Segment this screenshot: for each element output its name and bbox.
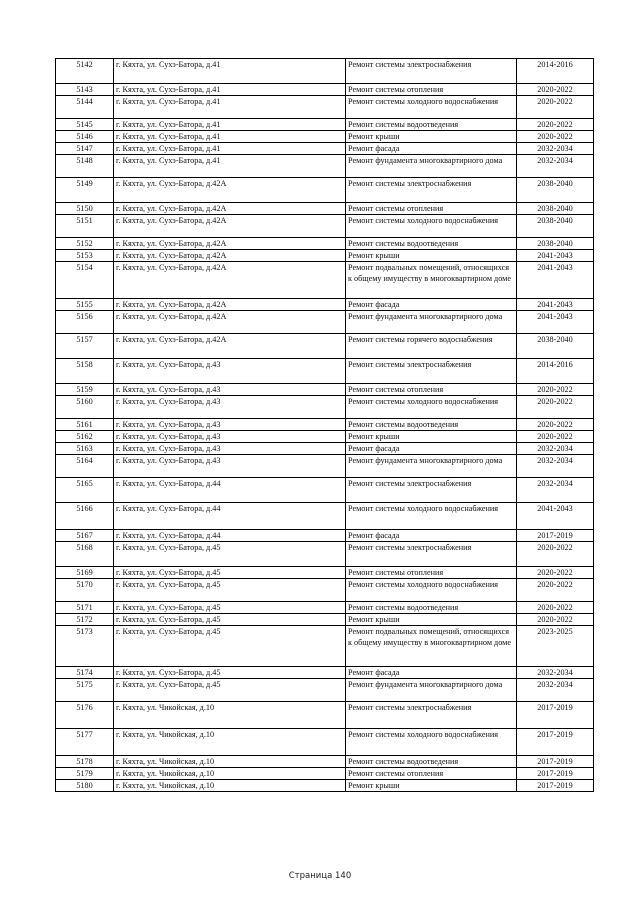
row-number: 5152: [56, 238, 114, 250]
row-work-type: Ремонт крыши: [346, 250, 517, 262]
row-number: 5166: [56, 503, 114, 530]
row-period: 2017-2019: [517, 768, 594, 780]
row-address: г. Кяхта, ул. Сухэ-Батора, д.45: [114, 567, 346, 579]
row-number: 5147: [56, 143, 114, 155]
row-period: 2041-2043: [517, 250, 594, 262]
table-row: [56, 478, 594, 503]
row-number: 5144: [56, 96, 114, 119]
row-number: 5145: [56, 119, 114, 131]
table-row: [56, 96, 594, 119]
row-period: 2017-2019: [517, 702, 594, 729]
row-work-type: Ремонт крыши: [346, 614, 517, 626]
row-address: г. Кяхта, ул. Сухэ-Батора, д.42А: [114, 178, 346, 203]
row-period: 2038-2040: [517, 334, 594, 359]
table-row: [56, 431, 594, 443]
row-work-type: Ремонт системы водоотведения: [346, 119, 517, 131]
row-number: 5179: [56, 768, 114, 780]
row-work-type: Ремонт системы отопления: [346, 567, 517, 579]
row-work-type: Ремонт системы электроснабжения: [346, 702, 517, 729]
table-body: [56, 59, 594, 792]
row-period: 2032-2034: [517, 478, 594, 503]
row-work-type: Ремонт крыши: [346, 780, 517, 792]
row-period: 2020-2022: [517, 614, 594, 626]
table-row: [56, 530, 594, 542]
row-period: 2017-2019: [517, 729, 594, 756]
row-work-type: Ремонт крыши: [346, 131, 517, 143]
row-address: г. Кяхта, ул. Сухэ-Батора, д.43: [114, 419, 346, 431]
table-row: [56, 215, 594, 238]
row-period: 2014-2016: [517, 359, 594, 384]
row-period: 2020-2022: [517, 431, 594, 443]
row-period: 2023-2025: [517, 626, 594, 667]
table-row: [56, 299, 594, 311]
row-address: г. Кяхта, ул. Сухэ-Батора, д.45: [114, 626, 346, 667]
row-address: г. Кяхта, ул. Сухэ-Батора, д.43: [114, 396, 346, 419]
row-number: 5159: [56, 384, 114, 396]
row-address: г. Кяхта, ул. Чикойская, д.10: [114, 756, 346, 768]
row-period: 2038-2040: [517, 238, 594, 250]
row-number: 5170: [56, 579, 114, 602]
row-work-type: Ремонт фасада: [346, 667, 517, 679]
row-number: 5173: [56, 626, 114, 667]
row-period: 2032-2034: [517, 143, 594, 155]
row-number: 5156: [56, 311, 114, 334]
row-work-type: Ремонт фундамента многоквартирного дома: [346, 155, 517, 178]
row-address: г. Кяхта, ул. Сухэ-Батора, д.44: [114, 530, 346, 542]
row-number: 5153: [56, 250, 114, 262]
row-number: 5171: [56, 602, 114, 614]
row-period: 2032-2034: [517, 679, 594, 702]
table-row: [56, 396, 594, 419]
table-row: [56, 579, 594, 602]
table-row: [56, 311, 594, 334]
table-row: [56, 238, 594, 250]
row-address: г. Кяхта, ул. Сухэ-Батора, д.43: [114, 359, 346, 384]
row-address: г. Кяхта, ул. Чикойская, д.10: [114, 768, 346, 780]
row-number: 5161: [56, 419, 114, 431]
row-number: 5162: [56, 431, 114, 443]
row-work-type: Ремонт фундамента многоквартирного дома: [346, 311, 517, 334]
row-number: 5167: [56, 530, 114, 542]
table-row: [56, 384, 594, 396]
row-work-type: Ремонт системы водоотведения: [346, 238, 517, 250]
row-address: г. Кяхта, ул. Сухэ-Батора, д.41: [114, 59, 346, 84]
row-period: 2020-2022: [517, 84, 594, 96]
row-address: г. Кяхта, ул. Сухэ-Батора, д.43: [114, 431, 346, 443]
table-row: [56, 84, 594, 96]
row-period: 2020-2022: [517, 96, 594, 119]
row-address: г. Кяхта, ул. Сухэ-Батора, д.41: [114, 155, 346, 178]
row-period: 2038-2040: [517, 203, 594, 215]
row-work-type: Ремонт крыши: [346, 431, 517, 443]
row-period: 2020-2022: [517, 396, 594, 419]
row-period: 2017-2019: [517, 780, 594, 792]
row-period: 2020-2022: [517, 131, 594, 143]
row-period: 2020-2022: [517, 419, 594, 431]
row-work-type: Ремонт фундамента многоквартирного дома: [346, 455, 517, 478]
row-address: г. Кяхта, ул. Сухэ-Батора, д.44: [114, 503, 346, 530]
table-row: [56, 567, 594, 579]
row-period: 2041-2043: [517, 311, 594, 334]
row-address: г. Кяхта, ул. Сухэ-Батора, д.42А: [114, 299, 346, 311]
row-address: г. Кяхта, ул. Сухэ-Батора, д.42А: [114, 238, 346, 250]
page-number: Страница 140: [288, 871, 352, 881]
row-address: г. Кяхта, ул. Сухэ-Батора, д.45: [114, 614, 346, 626]
row-number: 5180: [56, 780, 114, 792]
row-period: 2020-2022: [517, 542, 594, 567]
table-row: [56, 602, 594, 614]
row-work-type: Ремонт системы горячего водоснабжения: [346, 334, 517, 359]
table-row: [56, 679, 594, 702]
table-row: [56, 178, 594, 203]
row-number: 5148: [56, 155, 114, 178]
table-row: [56, 702, 594, 729]
row-number: 5168: [56, 542, 114, 567]
table-row: [56, 359, 594, 384]
row-address: г. Кяхта, ул. Сухэ-Батора, д.45: [114, 542, 346, 567]
row-period: 2038-2040: [517, 215, 594, 238]
row-work-type: Ремонт системы холодного водоснабжения: [346, 503, 517, 530]
row-work-type: Ремонт системы отопления: [346, 768, 517, 780]
row-address: г. Кяхта, ул. Сухэ-Батора, д.43: [114, 455, 346, 478]
table-row: [56, 455, 594, 478]
row-address: г. Кяхта, ул. Сухэ-Батора, д.42А: [114, 334, 346, 359]
row-number: 5158: [56, 359, 114, 384]
row-period: 2017-2019: [517, 530, 594, 542]
table-row: [56, 262, 594, 299]
table-row: [56, 626, 594, 667]
row-number: 5176: [56, 702, 114, 729]
row-work-type: Ремонт системы водоотведения: [346, 419, 517, 431]
table-row: [56, 203, 594, 215]
table-row: [56, 334, 594, 359]
row-work-type: Ремонт системы отопления: [346, 203, 517, 215]
table-row: [56, 768, 594, 780]
row-address: г. Кяхта, ул. Сухэ-Батора, д.42А: [114, 215, 346, 238]
row-work-type: Ремонт фундамента многоквартирного дома: [346, 679, 517, 702]
row-work-type: Ремонт системы электроснабжения: [346, 542, 517, 567]
row-number: 5178: [56, 756, 114, 768]
table-row: [56, 419, 594, 431]
row-address: г. Кяхта, ул. Сухэ-Батора, д.45: [114, 602, 346, 614]
row-number: 5157: [56, 334, 114, 359]
row-period: 2032-2034: [517, 155, 594, 178]
row-work-type: Ремонт системы отопления: [346, 384, 517, 396]
row-number: 5149: [56, 178, 114, 203]
row-address: г. Кяхта, ул. Сухэ-Батора, д.41: [114, 143, 346, 155]
row-period: 2020-2022: [517, 579, 594, 602]
row-number: 5172: [56, 614, 114, 626]
table-row: [56, 756, 594, 768]
row-work-type: Ремонт системы холодного водоснабжения: [346, 396, 517, 419]
row-address: г. Кяхта, ул. Сухэ-Батора, д.41: [114, 96, 346, 119]
row-number: 5177: [56, 729, 114, 756]
row-address: г. Кяхта, ул. Сухэ-Батора, д.42А: [114, 262, 346, 299]
table-row: [56, 131, 594, 143]
row-number: 5150: [56, 203, 114, 215]
row-period: 2038-2040: [517, 178, 594, 203]
row-period: 2041-2043: [517, 299, 594, 311]
row-number: 5163: [56, 443, 114, 455]
row-address: г. Кяхта, ул. Сухэ-Батора, д.45: [114, 667, 346, 679]
table-row: [56, 542, 594, 567]
row-address: г. Кяхта, ул. Сухэ-Батора, д.45: [114, 679, 346, 702]
table-row: [56, 667, 594, 679]
row-work-type: Ремонт системы водоотведения: [346, 602, 517, 614]
table-row: [56, 729, 594, 756]
row-work-type: Ремонт системы электроснабжения: [346, 478, 517, 503]
row-number: 5175: [56, 679, 114, 702]
table-row: [56, 614, 594, 626]
row-address: г. Кяхта, ул. Сухэ-Батора, д.42А: [114, 250, 346, 262]
row-work-type: Ремонт фасада: [346, 530, 517, 542]
row-address: г. Кяхта, ул. Сухэ-Батора, д.41: [114, 131, 346, 143]
table-row: [56, 143, 594, 155]
row-number: 5169: [56, 567, 114, 579]
row-period: 2032-2034: [517, 667, 594, 679]
table-row: [56, 250, 594, 262]
row-work-type: Ремонт системы холодного водоснабжения: [346, 215, 517, 238]
row-work-type: Ремонт фасада: [346, 443, 517, 455]
row-number: 5160: [56, 396, 114, 419]
row-period: 2017-2019: [517, 756, 594, 768]
row-period: 2020-2022: [517, 119, 594, 131]
row-number: 5154: [56, 262, 114, 299]
row-address: г. Кяхта, ул. Сухэ-Батора, д.43: [114, 384, 346, 396]
row-work-type: Ремонт системы электроснабжения: [346, 178, 517, 203]
row-address: г. Кяхта, ул. Сухэ-Батора, д.41: [114, 84, 346, 96]
row-address: г. Кяхта, ул. Сухэ-Батора, д.45: [114, 579, 346, 602]
row-number: 5164: [56, 455, 114, 478]
row-address: г. Кяхта, ул. Чикойская, д.10: [114, 729, 346, 756]
row-address: г. Кяхта, ул. Чикойская, д.10: [114, 702, 346, 729]
table-row: [56, 59, 594, 84]
row-address: г. Кяхта, ул. Чикойская, д.10: [114, 780, 346, 792]
row-period: 2041-2043: [517, 262, 594, 299]
row-period: 2020-2022: [517, 567, 594, 579]
row-work-type: Ремонт системы холодного водоснабжения: [346, 729, 517, 756]
row-number: 5155: [56, 299, 114, 311]
row-period: 2020-2022: [517, 602, 594, 614]
row-period: 2020-2022: [517, 384, 594, 396]
table-row: [56, 155, 594, 178]
row-number: 5143: [56, 84, 114, 96]
row-number: 5165: [56, 478, 114, 503]
row-work-type: Ремонт фасада: [346, 299, 517, 311]
row-number: 5146: [56, 131, 114, 143]
row-work-type: Ремонт системы электроснабжения: [346, 59, 517, 84]
row-address: г. Кяхта, ул. Сухэ-Батора, д.41: [114, 119, 346, 131]
row-work-type: Ремонт подвальных помещений, относящихся к общему имуществу в многоквартирном доме: [346, 262, 517, 299]
table-row: [56, 780, 594, 792]
row-period: 2032-2034: [517, 443, 594, 455]
row-number: 5174: [56, 667, 114, 679]
row-work-type: Ремонт системы отопления: [346, 84, 517, 96]
row-work-type: Ремонт системы электроснабжения: [346, 359, 517, 384]
row-work-type: Ремонт подвальных помещений, относящихся к общему имуществу в многоквартирном доме: [346, 626, 517, 667]
repair-schedule-table: [55, 58, 594, 792]
row-work-type: Ремонт системы холодного водоснабжения: [346, 579, 517, 602]
row-work-type: Ремонт системы холодного водоснабжения: [346, 96, 517, 119]
table-row: [56, 443, 594, 455]
row-address: г. Кяхта, ул. Сухэ-Батора, д.43: [114, 443, 346, 455]
row-address: г. Кяхта, ул. Сухэ-Батора, д.44: [114, 478, 346, 503]
row-period: 2014-2016: [517, 59, 594, 84]
row-address: г. Кяхта, ул. Сухэ-Батора, д.42А: [114, 311, 346, 334]
row-work-type: Ремонт системы водоотведения: [346, 756, 517, 768]
row-address: г. Кяхта, ул. Сухэ-Батора, д.42А: [114, 203, 346, 215]
row-number: 5151: [56, 215, 114, 238]
row-number: 5142: [56, 59, 114, 84]
table-row: [56, 119, 594, 131]
row-work-type: Ремонт фасада: [346, 143, 517, 155]
row-period: 2032-2034: [517, 455, 594, 478]
table-row: [56, 503, 594, 530]
row-period: 2041-2043: [517, 503, 594, 530]
